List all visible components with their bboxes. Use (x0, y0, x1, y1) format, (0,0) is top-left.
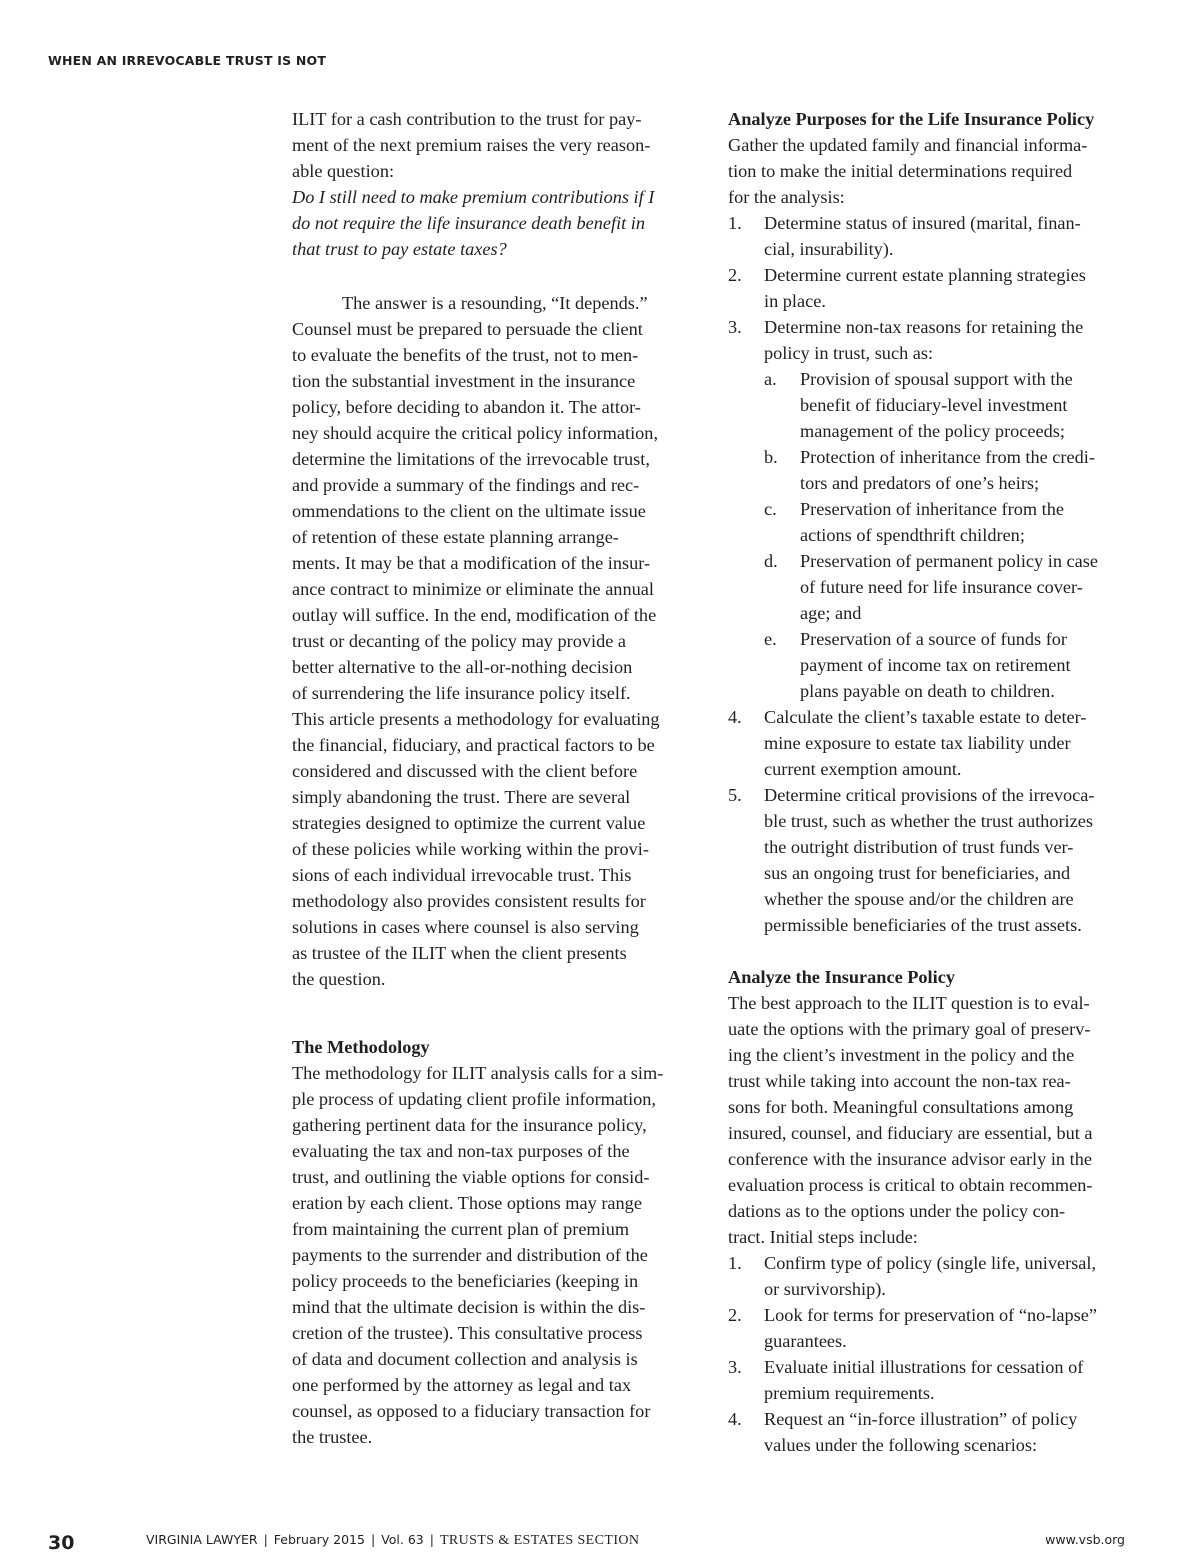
body-line: better alternative to the all-or-nothing decision (292, 657, 633, 677)
list-item-line: premium requirements. (764, 1383, 935, 1403)
body-line: The answer is a resounding, “It depends.” (342, 293, 648, 313)
section-name: TRUSTS & ESTATES SECTION (439, 1533, 640, 1548)
body-line: of surrendering the life insurance policy itself. (292, 683, 631, 703)
list-item-line: Determine critical provisions of the irrevoca- (764, 785, 1095, 805)
body-line: outlay will suffice. In the end, modification of the (292, 605, 657, 625)
issue-date: February 2015 (273, 1532, 365, 1547)
list-number: 1. (728, 1253, 742, 1273)
footer-divider: | (370, 1532, 376, 1547)
body-line: counsel, as opposed to a fiduciary transaction for (292, 1401, 651, 1421)
list-item-line: sus an ongoing trust for beneficiaries, and (764, 863, 1071, 883)
sublist-item-line: management of the policy proceeds; (800, 421, 1065, 441)
body-line: policy, before deciding to abandon it. The attor- (292, 397, 641, 417)
list-item-line: in place. (764, 291, 826, 311)
body-line: ILIT for a cash contribution to the trust for pay- (292, 109, 642, 129)
sublist-item-line: Preservation of permanent policy in case (800, 551, 1098, 571)
body-line: Gather the updated family and financial informa- (728, 135, 1088, 155)
list-number: 2. (728, 1305, 742, 1325)
list-item-line: ble trust, such as whether the trust authorizes (764, 811, 1093, 831)
list-item-line: permissible beneficiaries of the trust assets. (764, 915, 1082, 935)
list-item-line: Determine non-tax reasons for retaining the (764, 317, 1084, 337)
body-line: methodology also provides consistent results for (292, 891, 646, 911)
list-item-line: Determine status of insured (marital, finan- (764, 213, 1081, 233)
body-line: able question: (292, 161, 395, 181)
body-line: the question. (292, 969, 386, 989)
body-line: for the analysis: (728, 187, 845, 207)
list-item-line: mine exposure to estate tax liability under (764, 733, 1071, 753)
sublist-item-line: age; and (800, 603, 862, 623)
body-line: Counsel must be prepared to persuade the client (292, 319, 643, 339)
footer-publication-line (146, 1532, 639, 1549)
body-line: The best approach to the ILIT question is to eval- (728, 993, 1090, 1013)
question-line: Do I still need to make premium contributions if I (292, 187, 655, 207)
body-line: ment of the next premium raises the very reason- (292, 135, 651, 155)
list-item-line: values under the following scenarios: (764, 1435, 1038, 1455)
body-line: This article presents a methodology for evaluating (292, 709, 660, 729)
body-line: trust or decanting of the policy may provide a (292, 631, 627, 651)
sublist-item-line: Protection of inheritance from the credi- (800, 447, 1095, 467)
list-item-line: guarantees. (764, 1331, 847, 1351)
list-number: 5. (728, 785, 742, 805)
sublist-item-line: plans payable on death to children. (800, 681, 1055, 701)
sublist-item-line: of future need for life insurance cover- (800, 577, 1083, 597)
body-line: the trustee. (292, 1427, 373, 1447)
list-item-line: Look for terms for preservation of “no-lapse” (764, 1305, 1097, 1325)
body-line: of these policies while working within the provi- (292, 839, 649, 859)
list-item-line: Determine current estate planning strategies (764, 265, 1086, 285)
list-item-line: or survivorship). (764, 1279, 886, 1299)
list-number: 1. (728, 213, 742, 233)
sublist-letter: a. (764, 369, 777, 389)
body-line: ney should acquire the critical policy information, (292, 423, 659, 443)
body-line: gathering pertinent data for the insurance policy, (292, 1115, 647, 1135)
list-item-line: Evaluate initial illustrations for cessation of (764, 1357, 1084, 1377)
publication-name: VIRGINIA LAWYER (146, 1532, 258, 1547)
body-line: tract. Initial steps include: (728, 1227, 918, 1247)
list-number: 4. (728, 707, 742, 727)
body-line: sions of each individual irrevocable trust. This (292, 865, 632, 885)
list-item-line: whether the spouse and/or the children are (764, 889, 1074, 909)
body-line: mind that the ultimate decision is within the dis- (292, 1297, 646, 1317)
body-line: tion the substantial investment in the insurance (292, 371, 636, 391)
list-number: 2. (728, 265, 742, 285)
body-line: conference with the insurance advisor early in the (728, 1149, 1092, 1169)
body-line: cretion of the trustee). This consultative process (292, 1323, 643, 1343)
body-line: dations as to the options under the policy con- (728, 1201, 1066, 1221)
body-line: uate the options with the primary goal of preserv- (728, 1019, 1091, 1039)
body-line: ing the client’s investment in the policy and the (728, 1045, 1075, 1065)
sublist-item-line: actions of spendthrift children; (800, 525, 1025, 545)
body-line: trust while taking into account the non-tax rea- (728, 1071, 1071, 1091)
section-heading: Analyze Purposes for the Life Insurance Policy (728, 109, 1095, 129)
body-line: considered and discussed with the client before (292, 761, 638, 781)
body-line: sons for both. Meaningful consultations among (728, 1097, 1074, 1117)
sublist-item-line: benefit of fiduciary-level investment (800, 395, 1068, 415)
body-line: payments to the surrender and distribution of the (292, 1245, 648, 1265)
body-line: evaluating the tax and non-tax purposes of the (292, 1141, 630, 1161)
list-number: 3. (728, 317, 742, 337)
footer-divider: | (263, 1532, 268, 1547)
section-heading: Analyze the Insurance Policy (728, 967, 955, 987)
body-line: policy proceeds to the beneficiaries (keeping in (292, 1271, 639, 1291)
page-number: 30 (48, 1532, 75, 1554)
list-item-line: cial, insurability). (764, 239, 894, 259)
list-number: 4. (728, 1409, 742, 1429)
body-line: evaluation process is critical to obtain recommen- (728, 1175, 1093, 1195)
body-line: from maintaining the current plan of premium (292, 1219, 630, 1239)
body-line: solutions in cases where counsel is also serving (292, 917, 639, 937)
sublist-item-line: Provision of spousal support with the (800, 369, 1073, 389)
list-item-line: Calculate the client’s taxable estate to deter- (764, 707, 1087, 727)
body-line: determine the limitations of the irrevocable trust, (292, 449, 650, 469)
question-line: do not require the life insurance death benefit in (292, 213, 646, 233)
body-line: simply abandoning the trust. There are several (292, 787, 631, 807)
body-line: ance contract to minimize or eliminate the annual (292, 579, 654, 599)
body-line: The methodology for ILIT analysis calls for a sim- (292, 1063, 664, 1083)
sublist-letter: e. (764, 629, 777, 649)
sublist-letter: c. (764, 499, 777, 519)
body-line: ple process of updating client profile information, (292, 1089, 657, 1109)
body-line: tion to make the initial determinations required (728, 161, 1073, 181)
body-line: of data and document collection and analysis is (292, 1349, 638, 1369)
body-line: the financial, fiduciary, and practical factors to be (292, 735, 655, 755)
volume: Vol. 63 (381, 1532, 424, 1547)
body-line: trust, and outlining the viable options for consid- (292, 1167, 650, 1187)
list-item-line: Confirm type of policy (single life, universal, (764, 1253, 1097, 1273)
footer-url: www.vsb.org (1045, 1532, 1125, 1547)
section-heading: The Methodology (292, 1037, 430, 1057)
body-line: and provide a summary of the findings and rec- (292, 475, 640, 495)
body-line: as trustee of the ILIT when the client presents (292, 943, 627, 963)
body-line: ments. It may be that a modification of the insur- (292, 553, 651, 573)
list-number: 3. (728, 1357, 742, 1377)
body-line: eration by each client. Those options may range (292, 1193, 642, 1213)
question-line: that trust to pay estate taxes? (292, 239, 507, 259)
body-line: one performed by the attorney as legal and tax (292, 1375, 632, 1395)
body-line: of retention of these estate planning arrange- (292, 527, 619, 547)
body-line: to evaluate the benefits of the trust, not to men- (292, 345, 639, 365)
running-head: WHEN AN IRREVOCABLE TRUST IS NOT (48, 53, 327, 68)
list-item-line: current exemption amount. (764, 759, 962, 779)
sublist-item-line: Preservation of inheritance from the (800, 499, 1064, 519)
list-item-line: the outright distribution of trust funds ver- (764, 837, 1074, 857)
body-line: insured, counsel, and fiduciary are essential, but a (728, 1123, 1093, 1143)
sublist-item-line: payment of income tax on retirement (800, 655, 1071, 675)
list-item-line: Request an “in-force illustration” of policy (764, 1409, 1078, 1429)
footer-divider: | (429, 1532, 434, 1547)
sublist-letter: b. (764, 447, 778, 467)
list-item-line: policy in trust, such as: (764, 343, 934, 363)
sublist-item-line: Preservation of a source of funds for (800, 629, 1068, 649)
body-line: strategies designed to optimize the current value (292, 813, 646, 833)
sublist-letter: d. (764, 551, 778, 571)
sublist-item-line: tors and predators of one’s heirs; (800, 473, 1040, 493)
body-line: ommendations to the client on the ultimate issue (292, 501, 646, 521)
